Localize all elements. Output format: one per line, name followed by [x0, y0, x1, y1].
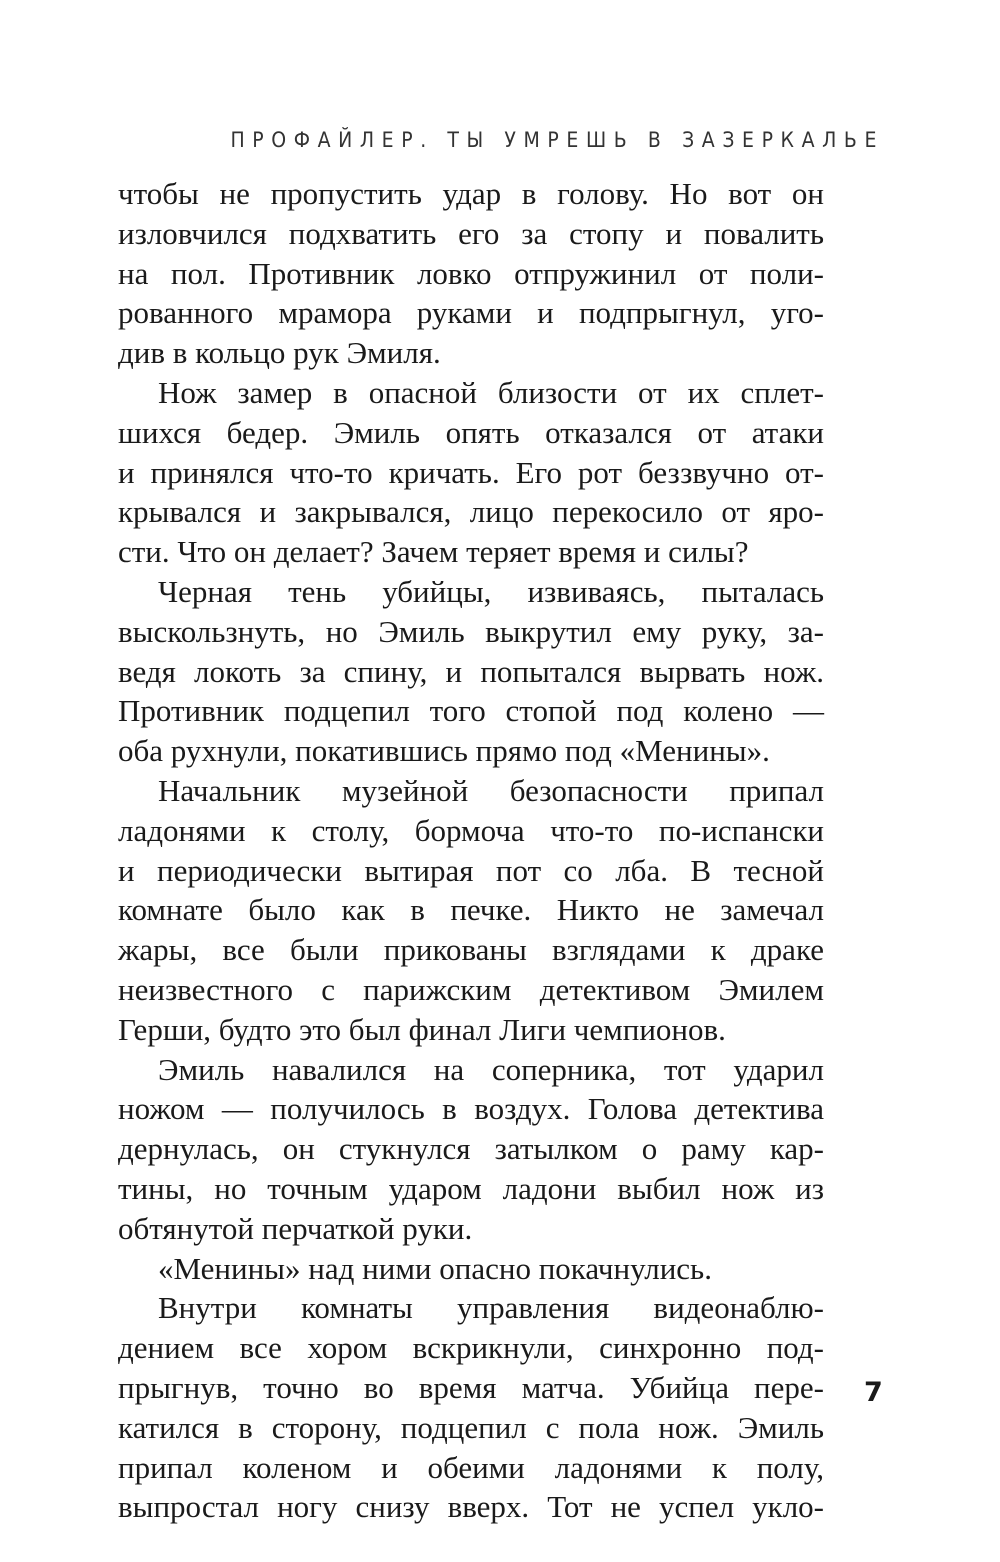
page-number: 7: [864, 1377, 883, 1408]
text-line: Герши, будто это был финал Лиги чемпионов.: [118, 1011, 726, 1047]
text-line: обтянутой перчаткой руки.: [118, 1210, 473, 1246]
text-line: див в кольцо рук Эмиля.: [118, 335, 441, 371]
text-line: и периодически вытирая пот со лба. В тесной: [118, 852, 824, 888]
text-line: рованного мрамора руками и подпрыгнул, уго-: [118, 295, 824, 331]
text-line: оба рухнули, покатившись прямо под «Менины».: [118, 733, 770, 769]
text-line: и принялся что-то кричать. Его рот беззвучно от-: [118, 454, 824, 490]
text-line: «Менины» над ними опасно покачнулись.: [158, 1250, 712, 1286]
text-line: Эмиль навалился на соперника, тот ударил: [158, 1051, 824, 1087]
text-line: тины, но точным ударом ладони выбил нож из: [118, 1170, 824, 1206]
text-line: изловчился подхватить его за стопу и повалить: [118, 215, 824, 251]
text-line: чтобы не пропустить удар в голову. Но вот он: [118, 176, 824, 211]
text-line: неизвестного с парижским детективом Эмилем: [118, 971, 824, 1007]
text-line: припал коленом и обеими ладонями к полу,: [118, 1449, 824, 1485]
text-line: Нож замер в опасной близости от их сплет-: [158, 374, 824, 410]
text-line: на пол. Противник ловко отпружинил от поли-: [118, 255, 824, 291]
text-line: комнате было как в печке. Никто не замечал: [118, 892, 824, 928]
text-line: выпростал ногу снизу вверх. Тот не успел укло-: [118, 1489, 824, 1525]
body-text: [118, 174, 824, 1527]
text-line: крывался и закрывался, лицо перекосило от яро-: [118, 494, 824, 530]
text-line: Начальник музейной безопасности припал: [158, 772, 824, 808]
text-line: катился в сторону, подцепил с пола нож. Эмиль: [118, 1409, 824, 1445]
text-line: ножом — получилось в воздух. Голова детектива: [118, 1091, 824, 1127]
text-line: дением все хором вскрикнули, синхронно под-: [118, 1330, 824, 1366]
text-line: дернулась, он стукнулся затылком о раму кар-: [118, 1131, 824, 1167]
text-line: ведя локоть за спину, и попытался вырвать нож.: [118, 653, 824, 689]
text-line: Черная тень убийцы, извиваясь, пыталась: [158, 573, 824, 609]
text-line: сти. Что он делает? Зачем теряет время и силы?: [118, 534, 749, 570]
text-line: Противник подцепил того стопой под колено —: [118, 693, 824, 729]
text-line: выскользнуть, но Эмиль выкрутил ему руку, за-: [118, 613, 824, 649]
text-line: жары, все были прикованы взглядами к драке: [118, 932, 824, 968]
text-line: шихся бедер. Эмиль опять отказался от атаки: [118, 414, 824, 450]
text-line: прыгнув, точно во время матча. Убийца пере-: [118, 1369, 824, 1405]
running-header-title: ПРОФАЙЛЕР. ТЫ УМРЕШЬ В ЗАЗЕРКАЛЬЕ: [230, 128, 884, 152]
text-line: Внутри комнаты управления видеонаблю-: [158, 1290, 824, 1326]
text-line: ладонями к столу, бормоча что-то по-испански: [118, 812, 824, 848]
